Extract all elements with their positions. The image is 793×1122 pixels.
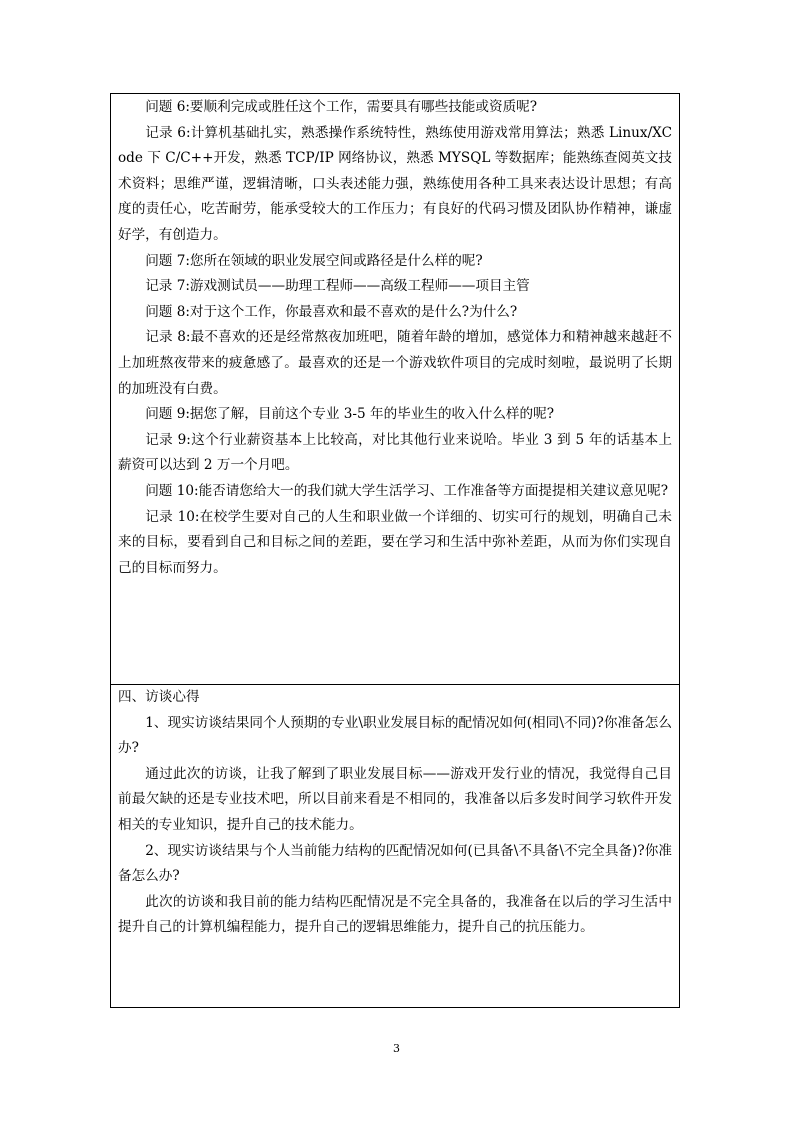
record-10: 记录 10:在校学生要对自己的人生和职业做一个详细的、切实可行的规划，明确自己未来的目标，要看到自己和目标之间的差距，要在学习和生活中弥补差距，从而为你们实现自己的目标而努力。 [118, 508, 672, 576]
question-9: 问题 9:据您了解，目前这个专业 3-5 年的毕业生的收入什么样的呢? [145, 406, 554, 423]
reflection-answer-1: 通过此次的访谈，让我了解到了职业发展目标——游戏开发行业的情况，我觉得自己目前最欠缺的还是专业技术吧，所以目前来看是不相同的，我准备以后多发时间学习软件开发相关的专业知识，提升自己的技术能力。 [118, 765, 672, 833]
form-table [110, 93, 680, 1008]
question-10: 问题 10:能否请您给大一的我们就大学生活学习、工作准备等方面提提相关建议意见呢? [145, 482, 669, 499]
record-9: 记录 9:这个行业薪资基本上比较高，对比其他行业来说哈。毕业 3 到 5 年的话基本上薪资可以达到 2 万一个月吧。 [118, 431, 672, 474]
reflection-question-2: 2、现实访谈结果与个人当前能力结构的匹配情况如何(已具备\不具备\不完全具备)?你准备怎么办? [118, 842, 672, 885]
page-number: 3 [393, 1042, 400, 1055]
reflection-question-1: 1、现实访谈结果同个人预期的专业\职业发展目标的配情况如何(相同\不同)?你准备怎么办? [118, 714, 672, 757]
record-6: 记录 6:计算机基础扎实，熟悉操作系统特性，熟练使用游戏常用算法；熟悉 Linux/XC ode 下 C/C++开发，熟悉 TCP/IP 网络协议，熟悉 MYSQL 等数据库；能熟练查阅英文技术资料；思维严谨，逻辑清晰，口头表述能力强，熟练使用各种工具来表达设计思想；有高度的责任心，吃苦耐劳，能承受较大的工作压力；有良好的代码习惯及团队协作精神，谦虚好学，有创造力。 [118, 124, 672, 243]
question-6: 问题 6:要顺利完成或胜任这个工作，需要具有哪些技能或资质呢? [145, 99, 538, 115]
reflection-answer-2: 此次的访谈和我目前的能力结构匹配情况是不完全具备的，我准备在以后的学习生活中提升自己的计算机编程能力，提升自己的逻辑思维能力，提升自己的抗压能力。 [118, 893, 672, 936]
record-7: 记录 7:游戏测试员——助理工程师——高级工程师——项目主管 [145, 278, 530, 295]
section-heading: 四、访谈心得 [118, 689, 200, 705]
question-8: 问题 8:对于这个工作，你最喜欢和最不喜欢的是什么?为什么? [145, 303, 518, 320]
record-8: 记录 8:最不喜欢的还是经常熬夜加班吧，随着年龄的增加，感觉体力和精神越来越赶不上加班熬夜带来的疲惫感了。最喜欢的还是一个游戏软件项目的完成时刻啦，最说明了长期的加班没有白费。 [118, 329, 673, 397]
reflection-cell [111, 685, 679, 1007]
interview-record-cell [111, 95, 679, 685]
question-7: 问题 7:您所在领域的职业发展空间或路径是什么样的呢? [145, 252, 483, 269]
